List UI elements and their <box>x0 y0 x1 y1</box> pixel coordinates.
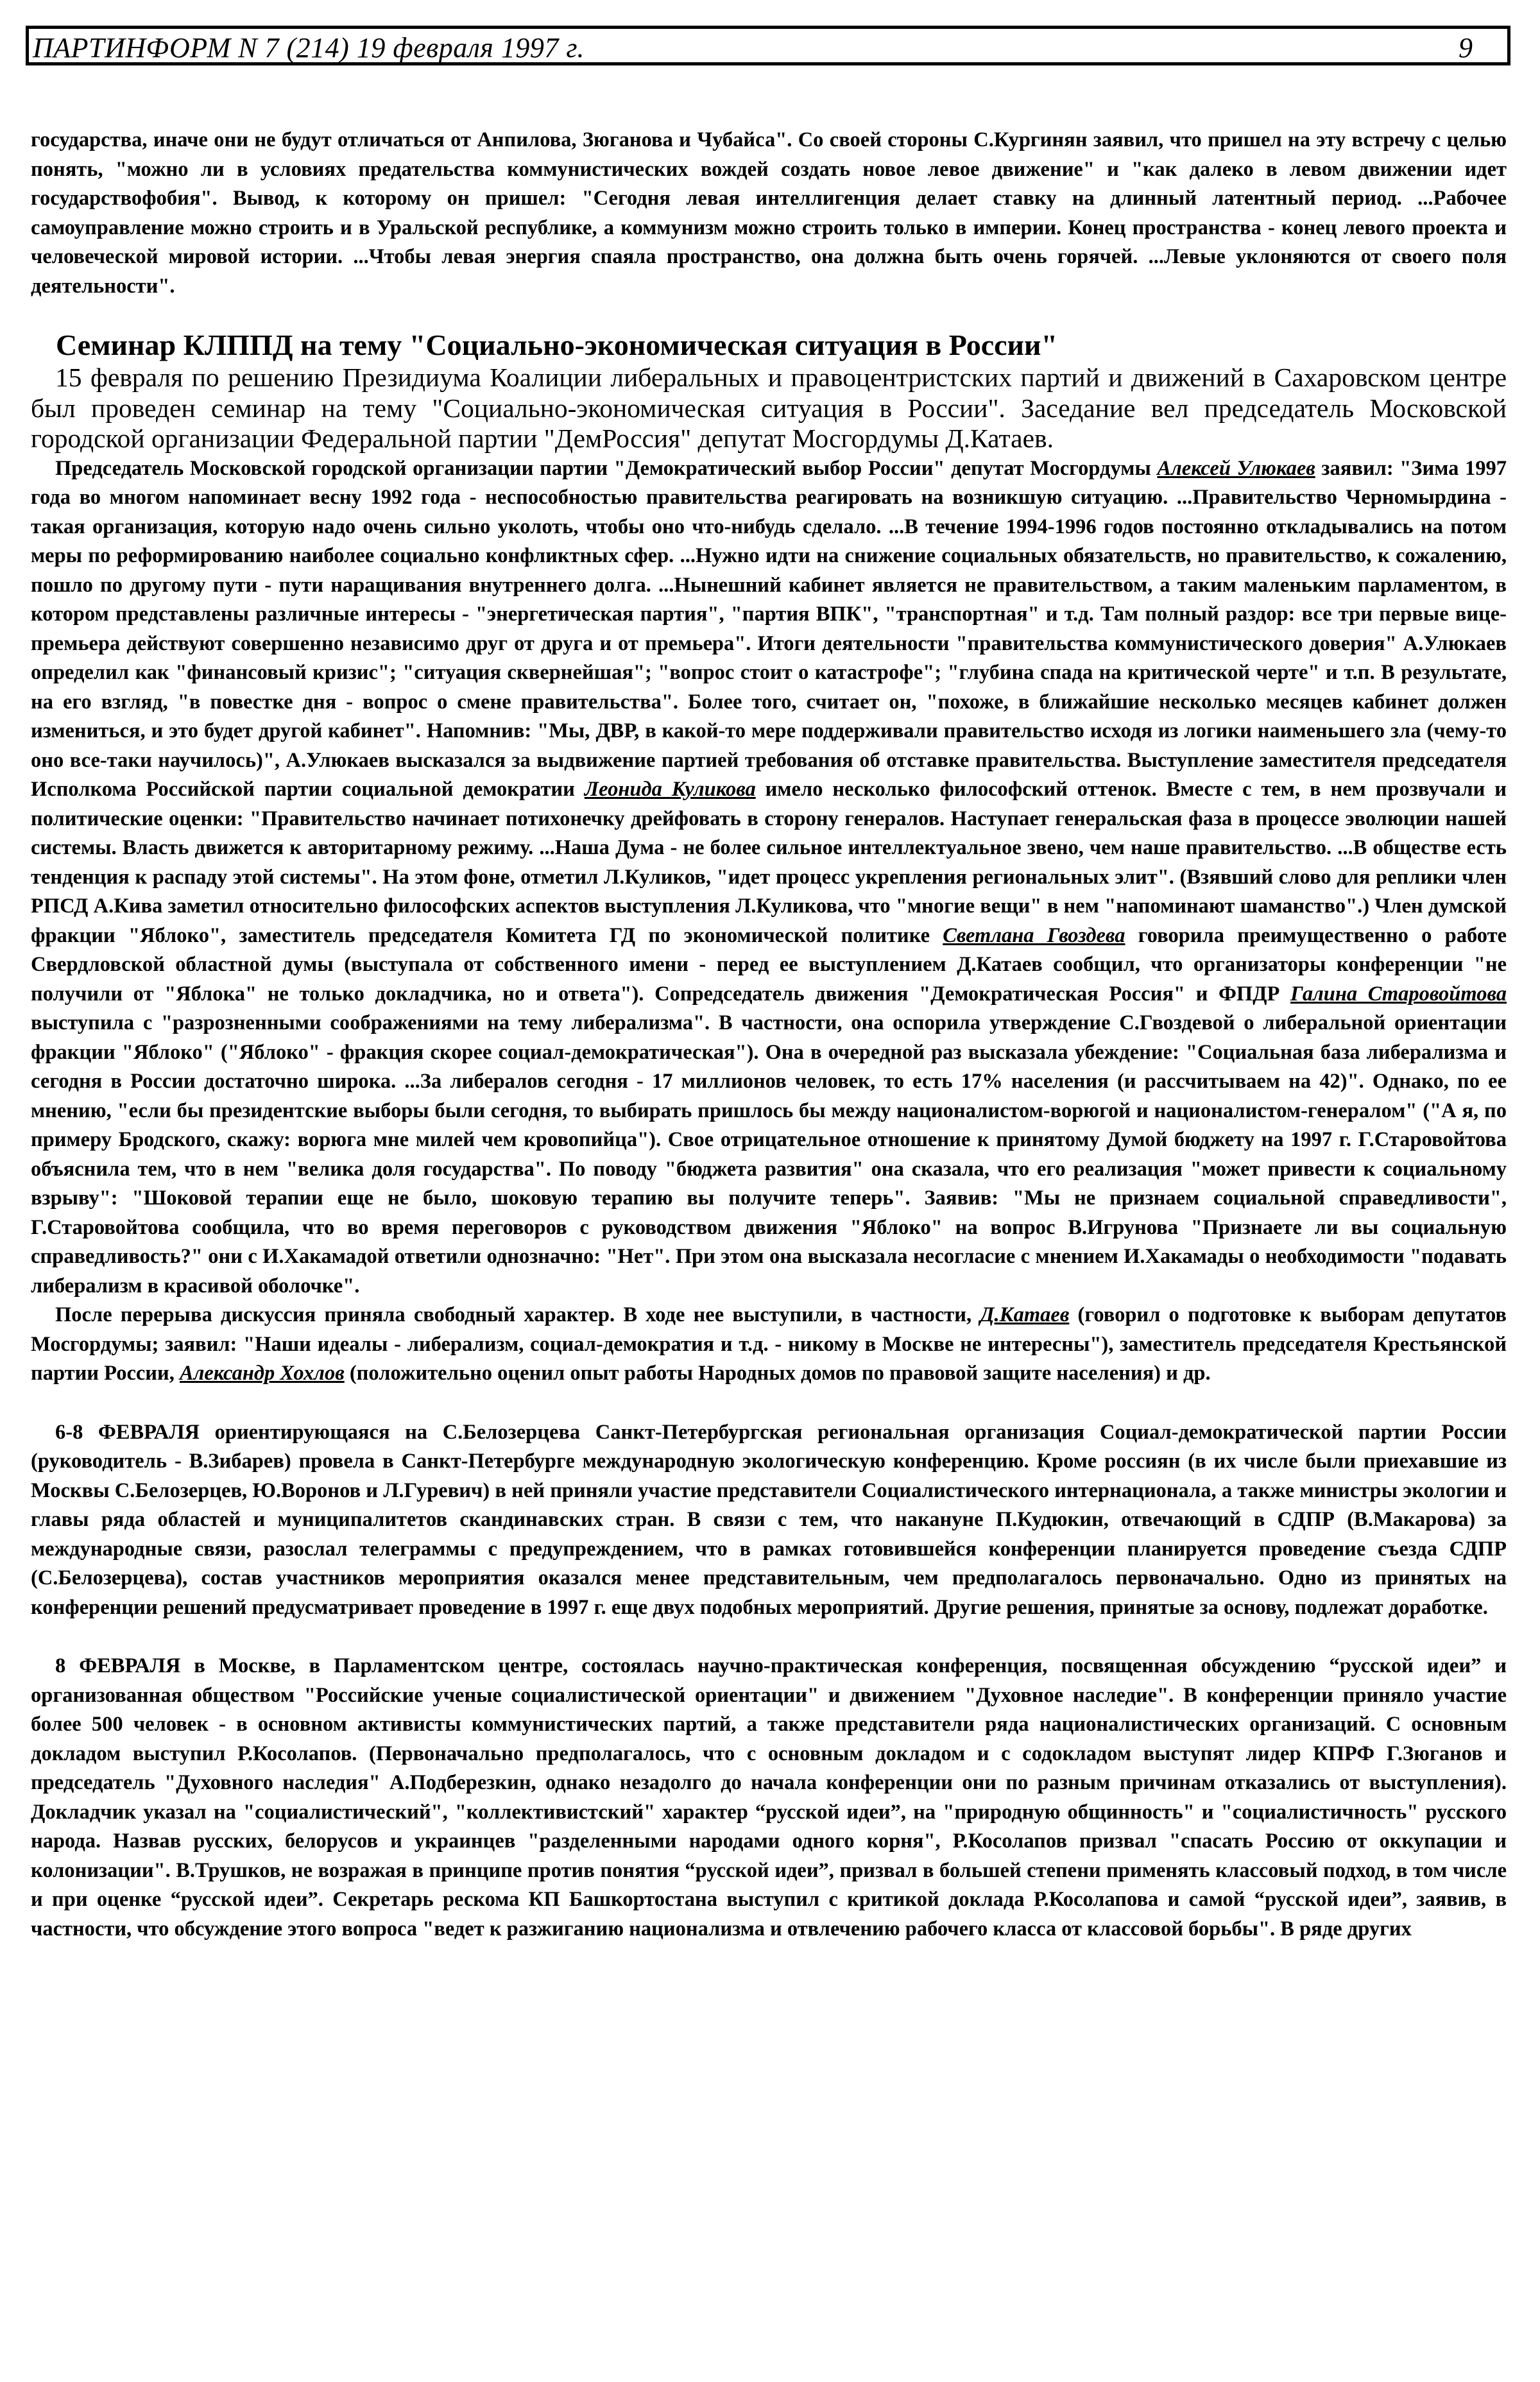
speaker-name-kataev: Д.Катаев <box>980 1303 1070 1326</box>
seminar-heading: Семинар КЛППД на тему "Социально-экономическая ситуация в России" <box>56 329 1058 361</box>
seminar-paragraph-2 <box>31 1301 1507 1389</box>
page-header <box>26 26 1510 65</box>
publication-title: ПАРТИНФОРМ N 7 (214) 19 февраля 1997 г. <box>33 32 585 64</box>
text-segment: Председатель Московской городской организации партии "Демократический выбор России" депутат Мосгордумы <box>55 456 1158 480</box>
text-segment: (положительно оценил опыт работы Народных домов по правовой защите населения) и др. <box>344 1362 1211 1385</box>
speaker-name-kulikov: Леонида Куликова <box>584 778 756 801</box>
seminar-paragraph-1 <box>31 454 1507 1301</box>
news-item-feb-6-8: 6-8 ФЕВРАЛЯ ориентирующаяся на С.Белозерцева Санкт-Петербургская региональная организация Социал-демократической партии России (руководитель - В.Зибарев) провела в Санкт-Петербурге международную экологическую конференцию. Кроме россиян (в их числе были приехавшие из Москвы С.Белозерцев, Ю.Воронов и Л.Гуревич) в ней приняли участие представители Социалистического интернационала, а также министры экологии и главы ряда областей и муниципалитетов скандинавских стран. В связи с тем, что накануне П.Кудюкин, отвечающий в СДПР (В.Макарова) за международные связи, разослал телеграммы с предупреждением, что в рамках готовившейся конференции планируется проведение съезда СДПР (С.Белозерцева), состав участников мероприятия оказался менее представительным, чем предполагалось первоначально. Одно из принятых на конференции решений предусматривает проведение в 1997 г. еще двух подобных мероприятий. Другие решения, принятые за основу, подлежат доработке. <box>31 1420 1507 1619</box>
speaker-name-ulyukaev: Алексей Улюкаев <box>1157 456 1315 480</box>
text-segment: (говорил о подготовке к выборам депутатов Мосгордумы; заявил: "Наши идеалы - либерализм, социал-демократия и т.д. - никому в Москве не интересны"), заместитель председателя Крестьянской партии России, <box>31 1303 1507 1385</box>
intro-paragraph: государства, иначе они не будут отличаться от Анпилова, Зюганова и Чубайса". Со своей стороны С.Кургинян заявил, что пришел на эту встречу с целью понять, "можно ли в условиях предательства коммунистических вождей создать новое левое движение" и "как далеко в левом движении идет государствофобия". Вывод, к которому он пришел: "Сегодня левая интеллигенция делает ставку на длинный латентный период. ...Рабочее самоуправление можно строить и в Уральской республике, а коммунизм можно строить только в империи. Конец пространства - конец левого проекта и человеческой мировой истории. ...Чтобы левая энергия спаяла пространство, она должна быть очень горячей. ...Левые уклоняются от своего поля деятельности". <box>31 128 1507 298</box>
speaker-name-khokhlov: Александр Хохлов <box>180 1362 345 1385</box>
text-segment: заявил: "Зима 1997 года во многом напоминает весну 1992 года - неспособностью правительства реагировать на возникшую ситуацию. ...Правительство Черномырдина - такая организация, которую надо очень сильно уколоть, чтобы оно что-нибудь сделало. ...В течение 1994-1996 годов постоянно откладывались на потом меры по реформированию наиболее социально конфликтных сфер. ...Нужно идти на снижение социальных обязательств, но правительство, к сожалению, пошло по другому пути - пути наращивания внутреннего долга. ...Нынешний кабинет является не правительством, а таким маленьким парламентом, в котором представлены различные интересы - "энергетическая партия", "партия ВПК", "транспортная" и т.д. Там полный раздор: все три первые вице-премьера действуют совершенно независимо друг от друга и от премьера". Итоги деятельности "правительства коммунистического доверия" А.Улюкаев определил как "финансовый кризис"; "ситуация сквернейшая"; "вопрос стоит о катастрофе"; "глубина спада на критической черте" и т.п. В результате, на его взгляд, "в повестке дня - вопрос о смене правительства". Более того, считает он, "похоже, в ближайшие несколько месяцев кабинет должен измениться, и это будет другой кабинет". Напомнив: "Мы, ДВР, в какой-то мере поддерживали правительство исходя из логики наименьшего зла (чему-то оно все-таки научилось)", А.Улюкаев высказался за выдвижение партией требования об отставке правительства. Выступление заместителя председателя Исполкома Российской партии социальной демократии <box>31 456 1507 801</box>
seminar-lead: 15 февраля по решению Президиума Коалиции либеральных и правоцентристских партий и движений в Сахаровском центре был проведен семинар на тему "Социально-экономическая ситуация в России". Заседание вел председатель Московской городской организации Федеральной партии "ДемРоссия" депутат Мосгордумы Д.Катаев. <box>31 363 1507 453</box>
text-segment: После перерыва дискуссия приняла свободный характер. В ходе нее выступили, в частности, <box>55 1303 980 1326</box>
text-segment: имело несколько философский оттенок. Вместе с тем, в нем прозвучали и политические оценки: "Правительство начинает потихонечку дрейфовать в сторону генералов. Наступает генеральская фаза в процессе эволюции нашей системы. Власть движется к авторитарному режиму. ...Наша Дума - не более сильное интеллектуальное звено, чем наше правительство. ...В обществе есть тенденция к распаду этой системы". На этом фоне, отметил Л.Куликов, "идет процесс укрепления региональных элит". (Взявший слово для реплики член РПСД А.Кива заметил относительно философских аспектов выступления Л.Куликова, что "многие вещи" в нем "напоминают шаманство".) Член думской фракции "Яблоко", заместитель председателя Комитета ГД по экономической политике <box>31 778 1507 947</box>
text-segment: говорила преимущественно о работе Свердловской областной думы (выступала от собственного имени - перед ее выступлением Д.Катаев сообщил, что организаторы конференции "не получили от "Яблока" не только докладчика, но и ответа"). Сопредседатель движения "Демократическая Россия" и ФПДР <box>31 923 1507 1006</box>
speaker-name-gvozdeva: Светлана Гвоздева <box>943 923 1125 947</box>
page-number: 9 <box>1459 32 1473 64</box>
speaker-name-starovoytova: Галина Старовойтова <box>1290 982 1507 1006</box>
text-segment: выступила с "разрозненными соображениями на тему либерализма". В частности, она оспорила утверждение С.Гвоздевой о либеральной ориентации фракции "Яблоко" ("Яблоко" - фракция скорее социал-демократическая"). Она в очередной раз высказала убеждение: "Социальная база либерализма и сегодня в России достаточно широка. ...За либералов сегодня - 17 миллионов человек, то есть 17% населения (и рассчитываем на 42)". Однако, по ее мнению, "если бы президентские выборы были сегодня, то выбирать пришлось бы между националистом-ворюгой и националистом-генералом" ("А я, по примеру Бродского, скажу: ворюга мне милей чем кровопийца"). Свое отрицательное отношение к принятому Думой бюджету на 1997 г. Г.Старовойтова объяснила тем, что в нем "велика доля государства". По поводу "бюджета развития" она сказала, что его реализация "может привести к социальному взрыву": "Шоковой терапии еще не было, шоковую терапию вы получите теперь". Заявив: "Мы не признаем социальной справедливости", Г.Старовойтова сообщила, что во время переговоров с руководством движения "Яблоко" на вопрос В.Игрунова "Признаете ли вы социальную справедливость?" они с И.Хакамадой ответили однозначно: "Нет". При этом она высказала несогласие с мнением И.Хакамады о необходимости "подавать либерализм в красивой оболочке". <box>31 1011 1507 1298</box>
article-body <box>31 126 1507 1944</box>
news-item-feb-8: 8 ФЕВРАЛЯ в Москве, в Парламентском центре, состоялась научно-практическая конференция, посвященная обсуждению “русской идеи” и организованная обществом "Российские ученые социалистической ориентации" и движением "Духовное наследие". В конференции приняло участие более 500 человек - в основном активисты коммунистических партий, а также представители ряда националистических организаций. С основным докладом выступил Р.Косолапов. (Первоначально предполагалось, что с основным докладом и с содокладом выступят лидер КПРФ Г.Зюганов и председатель "Духовного наследия" А.Подберезкин, однако незадолго до начала конференции они по разным причинам отказались от выступления). Докладчик указал на "социалистический", "коллективистский" характер “русской идеи”, на "природную общинность" и "социалистичность" русского народа. Назвав русских, белорусов и украинцев "разделенными народами одного корня", Р.Косолапов призвал "спасать Россию от оккупации и колонизации". В.Трушков, не возражая в принципе против понятия “русской идеи”, призвал в большей степени применять классовый подход, в том числе и при оценке “русской идеи”. Секретарь рескома КП Башкортостана выступил с критикой доклада Р.Косолапова и самой “русской идеи”, заявив, в частности, что обсуждение этого вопроса "ведет к разжиганию национализма и отвлечению рабочего класса от классовой борьбы". В ряде других <box>31 1654 1507 1941</box>
